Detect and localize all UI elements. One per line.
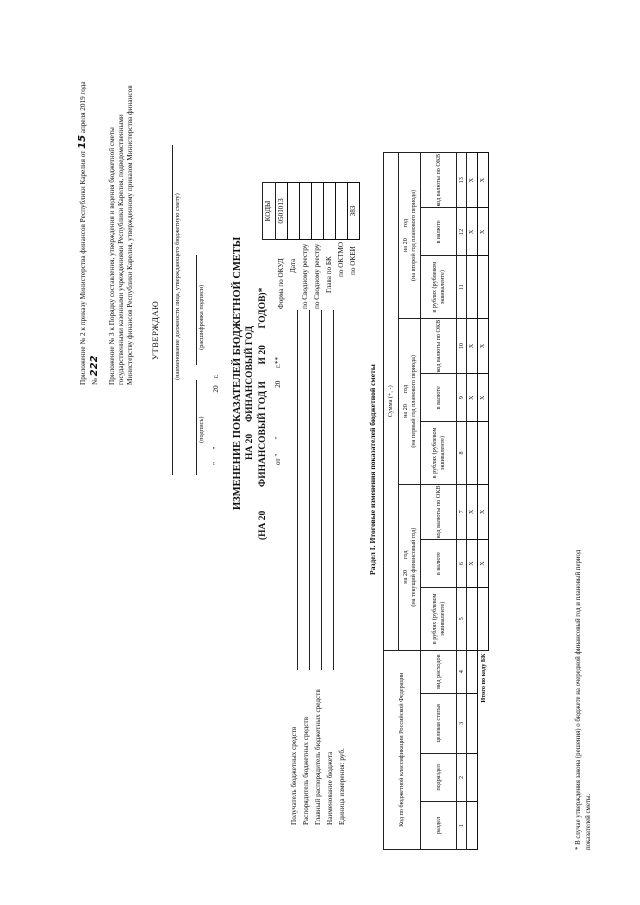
approval-date: " " 20 г. xyxy=(212,374,220,465)
codes-table xyxy=(262,182,360,240)
code-oktmo[interactable] xyxy=(336,183,348,240)
code-date[interactable] xyxy=(288,183,300,240)
handwritten-number: 222 xyxy=(89,355,100,377)
procedure-ref-line2: государственными казенными учреждениями Республики Карелия, подведомственными xyxy=(117,114,125,385)
appendix-line: Приложение № 2 к приказу Министерства финансов Республики Карелия от xyxy=(79,150,87,385)
handwritten-date: 15 xyxy=(77,134,88,149)
total-row: Итого по коду БК X X X X X X xyxy=(478,153,489,850)
year-header-1: на 20 год (на текущий финансовый год) xyxy=(399,484,421,650)
sum-header: Сумма (+, -) xyxy=(384,153,399,651)
kbk-header: Код по бюджетной классификации Российской Федерации xyxy=(384,650,421,849)
code-okei[interactable]: 383 xyxy=(348,183,360,240)
code-label-oktmo: по ОКТМО xyxy=(337,241,345,277)
doc-date: от " " 20 г.** xyxy=(274,356,282,465)
section1-table xyxy=(383,152,489,850)
footnote-line1: * В случае утверждения закона (решения) о бюджете на очередной финансовый год и плановый период xyxy=(575,549,582,850)
code-reestr1[interactable] xyxy=(300,183,312,240)
col-rub-1: в рублях (рублевом эквиваленте) xyxy=(421,588,457,650)
col-val-3: в валюте xyxy=(421,208,457,256)
code-reestr2[interactable] xyxy=(312,183,324,240)
field-recipient-line[interactable] xyxy=(297,310,298,670)
codes-header: КОДЫ xyxy=(263,183,276,240)
procedure-ref-line3: Министерству финансов Республики Карелия, утвержденному приказом Министерства финансов xyxy=(126,85,134,385)
field-manager-line[interactable] xyxy=(309,310,310,670)
code-label-glava: Глава по БК xyxy=(325,256,333,293)
table-row[interactable]: X X X X X X xyxy=(467,153,478,850)
col-razdel: раздел xyxy=(421,801,457,849)
doc-title: ИЗМЕНЕНИЕ ПОКАЗАТЕЛЕЙ БЮДЖЕТНОЙ СМЕТЫ xyxy=(232,236,243,510)
decode-caption: (расшифровка подписи) xyxy=(198,284,205,350)
procedure-ref-line1: Приложение № 3 к Порядку составления, утверждения и ведения бюджетной сметы xyxy=(108,127,116,385)
field-recipient: Получатель бюджетных средств xyxy=(290,726,298,825)
appendix-number: № 222 xyxy=(89,355,100,385)
code-okud[interactable]: 0501013 xyxy=(276,183,288,240)
year-header-2: на 20 год (на первый год планового периода) xyxy=(399,318,421,484)
code-label-reestr1: по Сводному реестру xyxy=(301,243,309,309)
code-label-reestr2: по Сводному реестру xyxy=(313,243,321,309)
code-label-okei: по ОКЕИ xyxy=(349,246,357,275)
year-header-3: на 20 год (на второй год планового периода) xyxy=(399,153,421,319)
col-number-row: 1 2 3 4 5 6 7 8 9 10 11 12 13 xyxy=(457,153,467,850)
section1-title: Раздел I. Итоговые изменения показателей бюджетной сметы xyxy=(368,364,377,575)
approval-title: УТВЕРЖДАЮ xyxy=(150,300,160,360)
col-vid: вид расходов xyxy=(421,650,457,693)
position-line xyxy=(172,145,173,475)
code-label-okud: Форма по ОКУД xyxy=(277,258,285,309)
code-label-date: Дата xyxy=(289,258,297,273)
field-budget-name: Наименование бюджета xyxy=(326,751,334,825)
position-caption: (наименование должности лица, утверждающего бюджетную смету) xyxy=(174,193,181,380)
field-budget-line[interactable] xyxy=(333,310,334,670)
col-celevaya: целевая статья xyxy=(421,693,457,753)
field-unit: Единица измерения: руб. xyxy=(338,748,346,825)
doc-title-line2: НА 20 ФИНАНСОВЫЙ ГОД xyxy=(245,325,255,460)
total-label: Итого по коду БК xyxy=(478,650,489,849)
col-rub-2: в рублях (рублевом эквиваленте) xyxy=(421,422,457,484)
col-val-1: в валюте xyxy=(421,540,457,588)
code-glava[interactable] xyxy=(324,183,336,240)
field-chief-manager-line[interactable] xyxy=(321,310,322,670)
col-podrazdel: подраздел xyxy=(421,753,457,801)
signature-caption: (подпись) xyxy=(198,416,205,443)
field-chief-manager: Главный распорядитель бюджетных средств xyxy=(314,689,322,825)
col-okv-3: код валюты по ОКВ xyxy=(421,153,457,208)
decode-line xyxy=(196,255,197,365)
field-manager: Распорядитель бюджетных средств xyxy=(302,716,310,825)
appendix-line-end: апреля 2019 года xyxy=(79,81,87,134)
doc-title-line3: (НА 20 ФИНАНСОВЫЙ ГОД И И 20 ГОДОВ)* xyxy=(258,287,268,540)
appendix-header xyxy=(78,82,88,385)
col-rub-3: в рублях (рублевом эквиваленте) xyxy=(421,256,457,318)
col-okv-1: код валюты по ОКВ xyxy=(421,484,457,539)
signature-line xyxy=(196,380,197,475)
col-val-2: в валюте xyxy=(421,374,457,422)
footnote-line2: показателей сметы. xyxy=(585,793,592,850)
col-okv-2: код валюты по ОКВ xyxy=(421,318,457,373)
